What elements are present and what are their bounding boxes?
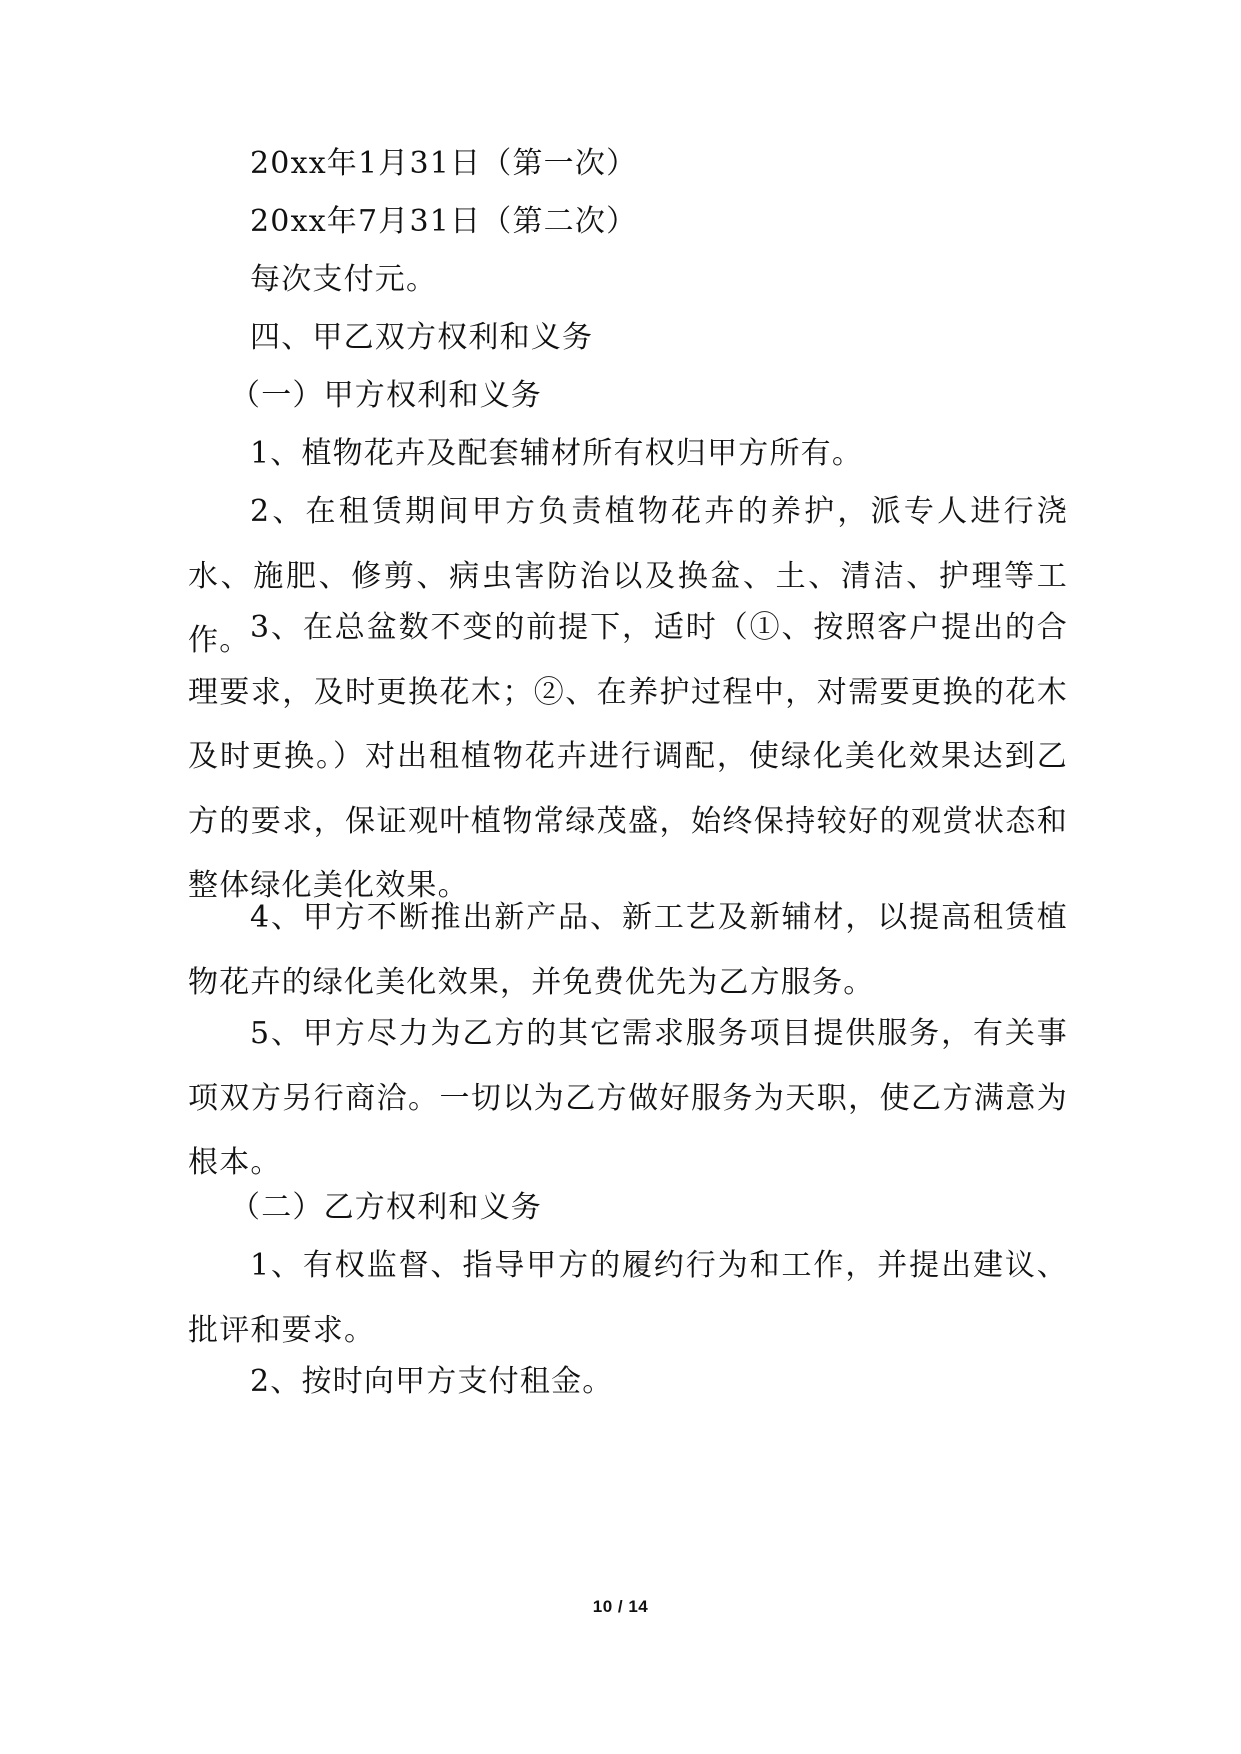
party-a-clause-4: 4、甲方不断推出新产品、新工艺及新辅材，以提高租赁植物花卉的绿化美化效果，并免费优先为乙方服务。 (188, 900, 1068, 1000)
party-a-clause-1: 1、植物花卉及配套辅材所有权归甲方所有。 (250, 436, 864, 471)
party-a-clause-5: 5、甲方尽力为乙方的其它需求服务项目提供服务，有关事项双方另行商洽。一切以为乙方做好服务为天职，使乙方满意为根本。 (188, 1016, 1068, 1180)
subsection-heading-party-b: （二）乙方权利和义务 (230, 1190, 542, 1225)
payment-amount: 每次支付元。 (250, 262, 438, 297)
party-a-clause-3: 3、在总盆数不变的前提下，适时（①、按照客户提出的合理要求，及时更换花木；②、在养护过程中，对需要更换的花木及时更换。）对出租植物花卉进行调配，使绿化美化效果达到乙方的要求，保证观叶植物常绿茂盛，始终保持较好的观赏状态和整体绿化美化效果。 (188, 610, 1068, 903)
subsection-heading-party-a: （一）甲方权利和义务 (230, 378, 542, 413)
section-heading-rights-obligations: 四、甲乙双方权利和义务 (250, 320, 594, 355)
page-number: 10 / 14 (592, 1597, 649, 1616)
party-b-clause-2: 2、按时向甲方支付租金。 (250, 1364, 614, 1399)
payment-date-first: 20xx年1月31日（第一次） (250, 146, 638, 181)
party-b-clause-1: 1、有权监督、指导甲方的履约行为和工作，并提出建议、批评和要求。 (188, 1248, 1068, 1348)
payment-date-second: 20xx年7月31日（第二次） (250, 204, 638, 239)
party-a-clause-2: 2、在租赁期间甲方负责植物花卉的养护，派专人进行浇水、施肥、修剪、病虫害防治以及换盆、土、清洁、护理等工作。 (188, 494, 1068, 658)
